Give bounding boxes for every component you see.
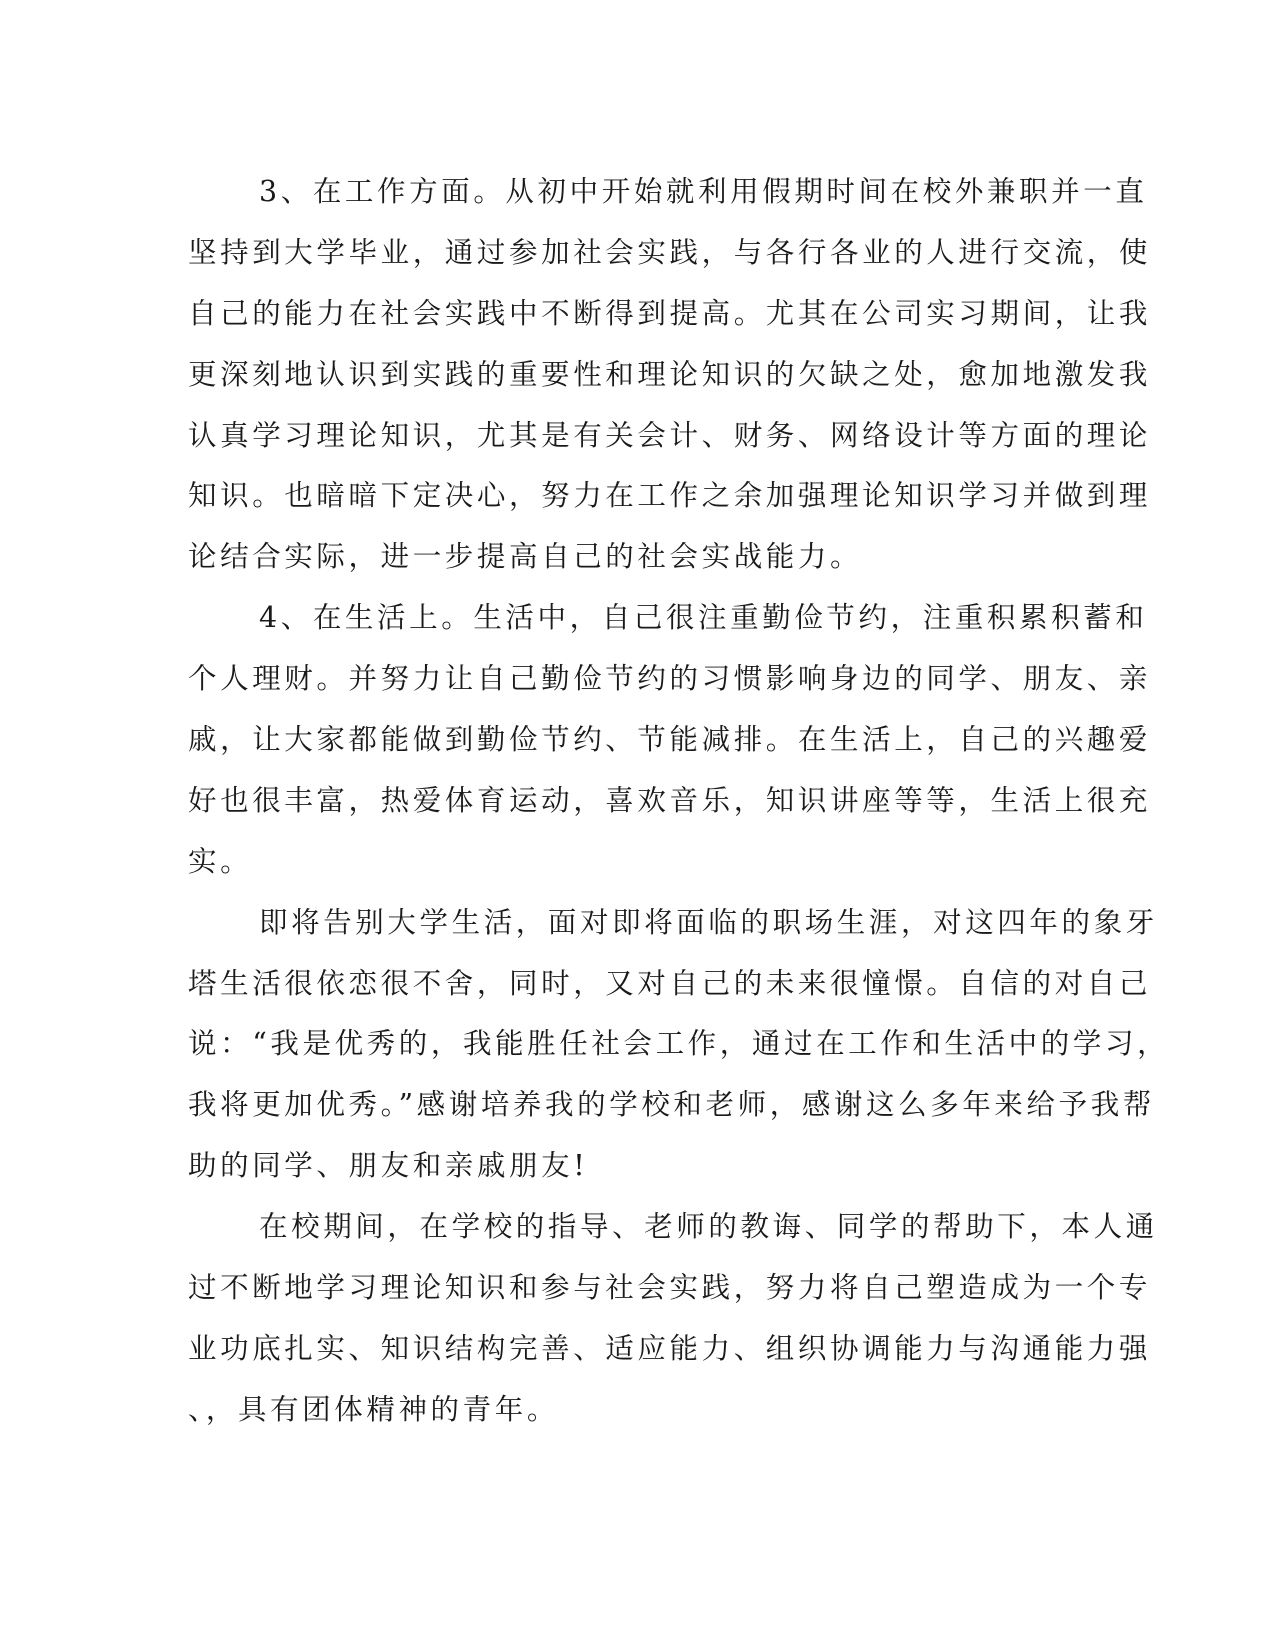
document-body xyxy=(188,162,1170,1441)
paragraph-2-line-3: 戚，让大家都能做到勤俭节约、节能减排。在生活上，自己的兴趣爱 xyxy=(188,723,1152,757)
paragraph-1-line-5: 认真学习理论知识，尤其是有关会计、财务、网络设计等方面的理论 xyxy=(188,418,1152,452)
paragraph-4-line-3: 业功底扎实、知识结构完善、适应能力、组织协调能力与沟通能力强 xyxy=(188,1331,1152,1365)
paragraph-3-line-3: 说：“我是优秀的，我能胜任社会工作，通过在工作和生活中的学习， xyxy=(188,1027,1170,1061)
paragraph-1-line-2: 坚持到大学毕业，通过参加社会实践，与各行各业的人进行交流，使 xyxy=(188,235,1152,269)
paragraph-2-line-1: 4、在生活上。生活中，自己很注重勤俭节约，注重积累积蓄和 xyxy=(259,601,1148,635)
paragraph-1-line-3: 自己的能力在社会实践中不断得到提高。尤其在公司实习期间，让我 xyxy=(188,296,1152,330)
paragraph-3-line-2: 塔生活很依恋很不舍，同时，又对自己的未来很憧憬。自信的对自己 xyxy=(188,966,1152,1000)
paragraph-3-line-1: 即将告别大学生活，面对即将面临的职场生涯，对这四年的象牙 xyxy=(259,905,1158,939)
paragraph-3-line-5: 助的同学、朋友和亲戚朋友! xyxy=(188,1149,589,1183)
paragraph-4-line-2: 过不断地学习理论知识和参与社会实践，努力将自己塑造成为一个专 xyxy=(188,1271,1152,1305)
paragraph-2-line-2: 个人理财。并努力让自己勤俭节约的习惯影响身边的同学、朋友、亲 xyxy=(188,662,1152,696)
paragraph-4-line-1: 在校期间，在学校的指导、老师的教诲、同学的帮助下，本人通 xyxy=(259,1210,1158,1244)
paragraph-2-line-5: 实。 xyxy=(188,844,253,878)
paragraph-4-line-4: 、，具有团体精神的青年。 xyxy=(188,1392,559,1426)
paragraph-1-line-4: 更深刻地认识到实践的重要性和理论知识的欠缺之处，愈加地激发我 xyxy=(188,357,1152,391)
paragraph-3-line-4: 我将更加优秀。”感谢培养我的学校和老师，感谢这么多年来给予我帮 xyxy=(188,1088,1155,1122)
paragraph-1-line-1: 3、在工作方面。从初中开始就利用假期时间在校外兼职并一直 xyxy=(259,175,1148,208)
paragraph-1-line-7: 论结合实际，进一步提高自己的社会实战能力。 xyxy=(188,540,863,574)
paragraph-2-line-4: 好也很丰富，热爱体育运动，喜欢音乐，知识讲座等等，生活上很充 xyxy=(188,783,1152,817)
paragraph-1-line-6: 知识。也暗暗下定决心，努力在工作之余加强理论知识学习并做到理 xyxy=(188,479,1152,513)
